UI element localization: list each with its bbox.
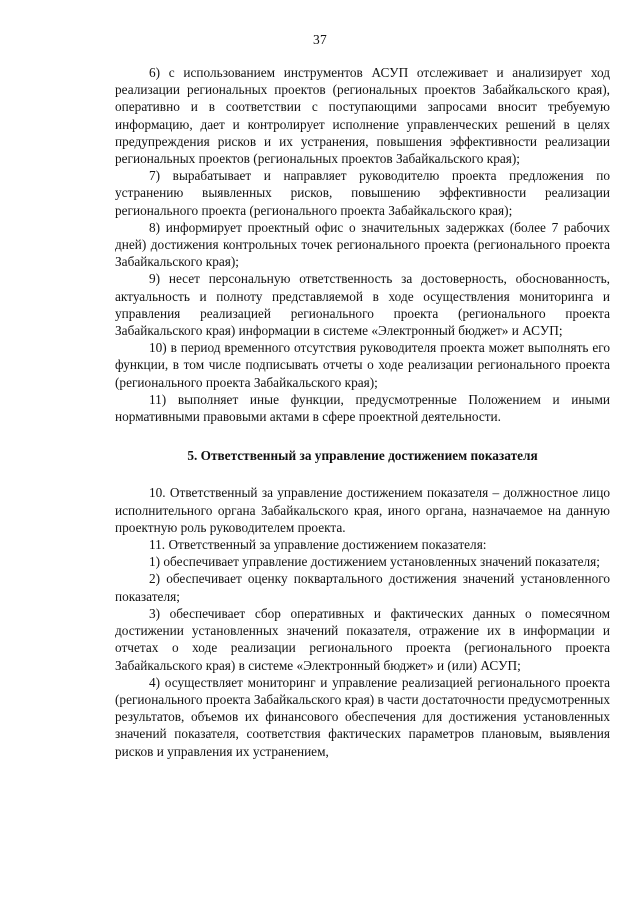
paragraph-subitem-1: 1) обеспечивает управление достижением установленных значений показателя; (149, 554, 600, 570)
paragraph-item-7: 7) вырабатывает и направляет руководителю проекта предложения по устранению выявленных рисков, повышению эффективности реализации регионального проекта (регионального проекта Забайкальского края); (115, 168, 610, 218)
page-number: 37 (312, 32, 328, 47)
section-heading: 5. Ответственный за управление достижением показателя (187, 448, 538, 464)
paragraph-subitem-4: 4) осуществляет мониторинг и управление реализацией регионального проекта (регионального проекта Забайкальского края) в части достаточности предусмотренных результатов, объемов их финансового обеспечения для достижения установленных значений показателя, соответствия фактических параметров плановым, выявления рисков и управления их устранением, (115, 674, 610, 759)
paragraph-item-9: 9) несет персональную ответственность за достоверность, обоснованность, актуальность и полноту представляемой в ходе осуществления мониторинга и управления реализацией регионального проекта (регионального проекта Забайкальского края) информации в системе «Электронный бюджет» и АСУП; (115, 271, 610, 339)
paragraph-item-10: 10) в период временного отсутствия руководителя проекта может выполнять его функции, в том числе подписывать отчеты о ходе реализации регионального проекта (регионального проекта Забайкальского края); (115, 340, 610, 390)
paragraph-subitem-2: 2) обеспечивает оценку поквартального достижения значений установленного показателя; (115, 571, 610, 604)
paragraph-item-6: 6) с использованием инструментов АСУП отслеживает и анализирует ход реализации региональных проектов (региональных проектов Забайкальского края), оперативно и в соответствии с поступающими запросами вносит требуемую информацию, дает и контролирует исполнение управленческих решений в целях предупреждения рисков и их устранения, повышения эффективности реализации региональных проектов (региональных проектов Забайкальского края); (115, 65, 610, 167)
document-body (115, 64, 610, 760)
paragraph-item-11: 11) выполняет иные функции, предусмотренные Положением и иными нормативными правовыми актами в сфере проектной деятельности. (115, 391, 610, 425)
paragraph-clause-10: 10. Ответственный за управление достижением показателя – должностное лицо исполнительного органа Забайкальского края, иного органа, назначаемое на данную проектную роль руководителем проекта. (115, 485, 610, 535)
paragraph-clause-11: 11. Ответственный за управление достижением показателя: (149, 537, 487, 553)
paragraph-item-8: 8) информирует проектный офис о значительных задержках (более 7 рабочих дней) достижения контрольных точек регионального проекта (регионального проекта Забайкальского края); (115, 219, 610, 270)
paragraph-subitem-3: 3) обеспечивает сбор оперативных и фактических данных о помесячном достижении установленных значений показателя, отражение их в информации и отчетах о ходе реализации регионального проекта (регионального проекта Забайкальского края) в системе «Электронный бюджет» и (или) АСУП; (115, 605, 610, 673)
